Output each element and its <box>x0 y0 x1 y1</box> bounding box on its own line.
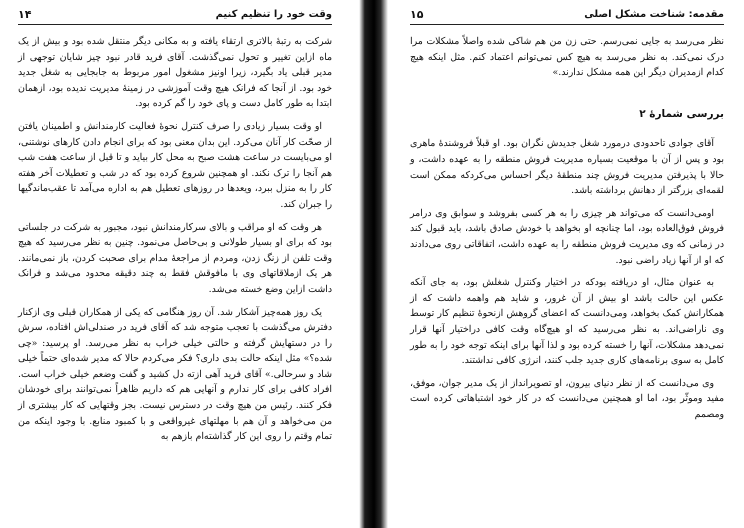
right-intro-paragraph: نظر می‌رسد به جایی نمی‌رسم. حتی زن من هم شاکی شده واصلاً مشکلات مرا درک نمی‌کند. به نظر می‌رسد به هیچ کس نمی‌توانم اعتماد کنم. مثل اینکه هیچ کدام ازمدیران دیگر این همه مشکل ندارند.» <box>410 36 724 79</box>
left-paragraph-3: هر وقت که او مراقب و بالای سرکارمندانش نبود، مجبور به شرکت در جلساتی بود که برای او بسیار طولانی و بی‌حاصل می‌نمود. چنین به نظر می‌رسید که هیچ وقت تلفن از زنگ زدن، ومردم از مراجعۀ مدام برای صحبت کردن، باز نمی‌مانند. هر یک ازملاقاتهای وی با مافوقش فقط به چند دقیقه محدود می‌شد و فرانک داشت ازاین وضع خسته می‌شد. <box>18 221 332 295</box>
right-header-title: مقدمه: شناخت مشکل اصلی <box>584 9 724 20</box>
left-page-header <box>18 8 332 25</box>
left-paragraph-4: یک روز همه‌چیز آشکار شد. آن روز هنگامی که یکی از همکاران قبلی وی ازکنار دفترش می‌گذشت با تعجب متوجه شد که آقای فرید در صندلی‌اش افتاده، سرش را در دستهایش گرفته و حالتی خیلی خراب به نظر می‌رسد. او پرسید: «چی شده؟» مثل اینکه حالت بدی داری؟ فکر می‌کردم حالا که مدیر شده‌ای حتماً خیلی شاد و سرحالی.» آقای فرید آهی ازته دل کشید و گفت وضعم خیلی خراب است. افراد کافی برای کار ندارم و آنهایی هم که داریم ظاهراً نمی‌توانند برای خودشان فکر کنند. رئیس من هیچ وقت در دسترس نیست. بجز وقتهایی که کار بیشتری از من می‌خواهد و آن هم با مهلتهای غیرواقعی و با کمبود منابع. با وجود اینکه من تمام وقتم را روی این کار گذاشته‌ام بازهم به <box>18 306 332 443</box>
right-paragraph-4: وی می‌دانست که از نظر دنیای بیرون، او تصویرانداز از یک مدیر جوان، موفق، مفید وموثّر بود، اما او همچنین می‌دانست که در کار خود اشتباهاتی کرده است ومصمم <box>410 377 724 420</box>
left-page <box>0 0 352 528</box>
left-page-body <box>18 34 332 452</box>
right-page <box>392 0 744 528</box>
right-page-body <box>410 34 724 429</box>
left-paragraph-2: او وقت بسیار زیادی را صرف کنترل نحوۀ فعالیت کارمندانش و اطمینان یافتن از صحّت کار آنان می‌کرد. این بدان معنی بود که برای انجام دادن کارهای نوشتنی، او می‌بایست در ساعت هشت صبح به محل کار بیاید و تا قبل از ساعت هفت شب هم آنجا را ترک نکند. او همچنین شروع کرده بود که در شب و تعطیلات آخر هفته کار را به منزل ببرد، ویعدها در روزهای تعطیل هم به اداره می‌آمد تا عقب‌ماندگیها را جبران کند. <box>18 120 332 210</box>
right-paragraph-1: آقای جوادی تاحدودی درمورد شغل جدیدش نگران بود. او قبلاً فروشندۀ ماهری بود و پس از آن با موقعیت بسیاره مدیریت فروش منطقه را به عهده داشت، و حالا با پذیرفتن مدیریت فروش چند منطقۀ دیگر احساس می‌کردکه ممکن است لقمه‌ای بزرگتر از دهانش برداشته باشد. <box>410 138 724 197</box>
left-header-title: وقت خود را تنظیم کنیم <box>215 9 332 20</box>
right-page-number: ۱۵ <box>410 8 424 21</box>
right-paragraph-2: اومی‌دانست که می‌تواند هر چیزی را به هر کسی بفروشد و سوابق وی درامر فروش فوق‌العاده بود، اما چنانچه او بخواهد با خودش صادق باشد، باید قبول کند در زمانی که وی مدیریت فروش منطقه را به عهده داشت، اتفاقاتی روی می‌دادند که او از آنها زیاد راضی نبود. <box>410 207 724 266</box>
left-paragraph-1: شرکت به رتبۀ بالاتری ارتقاء یافته و به مکانی دیگر منتقل شده بود و بیش از یک ماه ازاین تغییر و تحول نمی‌گذشت. آقای فرید قادر نبود چیز شایان توجهی از مدیر قبلی یاد بگیرد، زیرا اونیز مشغول امور مربوط به جابجایی به شغل جدید خود بود. از آنجا که فرانک هیچ وقت آموزشی در زمینۀ مدیریت ندیده بود، ازهمان ابتدا به طور کامل دست و پای خود را گم کرده بود. <box>18 36 332 110</box>
book-spine <box>352 0 392 528</box>
right-paragraph-3: به عنوان مثال، او دریافته بودکه در اختیار وکنترل شغلش بود، به جای آنکه عکس این حالت باشد او بیش از آن غرور، و شاید هم واهمه داشت که از همکارانش کمک بخواهد، ومی‌دانست که اعضای گروهش ازنحوۀ تنظیم کار توسط وی ناراضی‌اند. به نظر می‌رسید که او هیچ‌گاه وقت کافی دراختیار آنها قرار نمی‌دهد مشکلات، آنها را خسته کرده بود و لذا آنها برای اینکه توجه خود را به طور کامل به سوی برنامه‌های کاری جدید جلب کنند، انرژی کافی نداشتند. <box>410 277 724 367</box>
right-page-header <box>410 8 724 25</box>
section-heading: بررسی شمارهٔ ۲ <box>639 107 724 120</box>
left-page-number: ۱۴ <box>18 8 32 21</box>
